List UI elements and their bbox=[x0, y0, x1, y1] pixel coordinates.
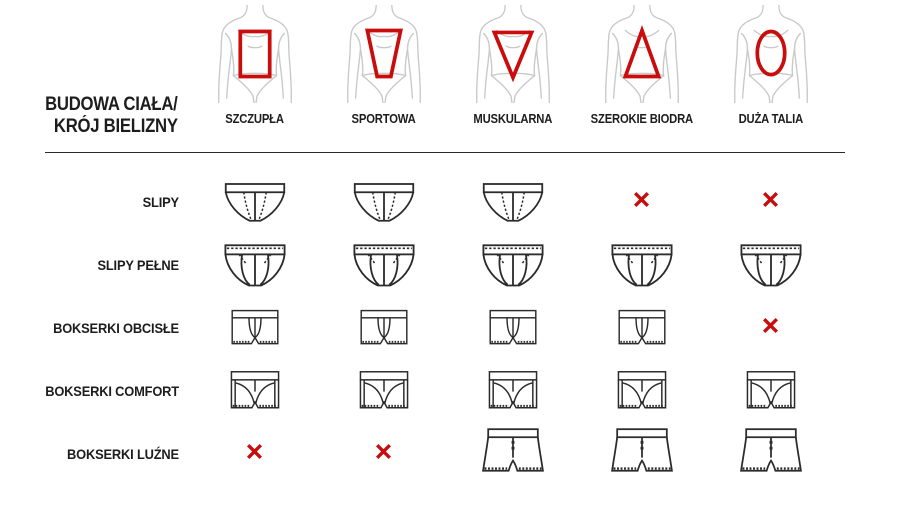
boxer-comfort-icon bbox=[224, 368, 286, 414]
boxer-comfort-icon bbox=[482, 368, 544, 414]
matrix-cell bbox=[706, 233, 835, 296]
matrix-cell bbox=[190, 296, 319, 359]
boxer-loose-icon bbox=[476, 427, 550, 481]
matrix-cell bbox=[448, 170, 577, 233]
matrix-cell bbox=[706, 170, 835, 233]
matrix-cell bbox=[319, 422, 448, 485]
briefs-full-icon bbox=[217, 243, 293, 287]
x-mark-icon bbox=[246, 443, 263, 465]
trunks-icon bbox=[225, 308, 285, 348]
body-figure-rectangle-icon bbox=[206, 5, 304, 103]
x-mark-icon bbox=[762, 317, 779, 339]
briefs-icon bbox=[346, 181, 422, 223]
boxer-comfort-icon bbox=[740, 368, 802, 414]
briefs-icon bbox=[217, 181, 293, 223]
briefs-full-icon bbox=[475, 243, 551, 287]
column-label: SPORTOWA bbox=[351, 112, 416, 126]
x-mark-icon bbox=[762, 191, 779, 213]
header-row bbox=[0, 0, 900, 152]
chart-title bbox=[0, 0, 190, 152]
column-label: DUŻA TALIA bbox=[738, 112, 803, 126]
column-header-3 bbox=[448, 0, 577, 126]
matrix-cell bbox=[577, 170, 706, 233]
matrix-row-2 bbox=[0, 233, 900, 296]
x-mark-icon bbox=[375, 443, 392, 465]
briefs-icon bbox=[475, 181, 551, 223]
matrix-cell bbox=[706, 422, 835, 485]
column-header-4 bbox=[577, 0, 706, 126]
column-label: SZCZUPŁA bbox=[225, 112, 284, 126]
column-header-1 bbox=[190, 0, 319, 126]
briefs-full-icon bbox=[346, 243, 422, 287]
matrix-cell bbox=[319, 170, 448, 233]
column-header-2 bbox=[319, 0, 448, 126]
x-mark-icon bbox=[633, 191, 650, 213]
body-figure-triangle-down-icon bbox=[464, 5, 562, 103]
trunks-icon bbox=[483, 308, 543, 348]
matrix-cell bbox=[190, 233, 319, 296]
briefs-full-icon bbox=[733, 243, 809, 287]
column-header-5 bbox=[706, 0, 835, 126]
body-figure-ellipse-icon bbox=[722, 5, 820, 103]
matrix-cell bbox=[706, 296, 835, 359]
row-label: BOKSERKI COMFORT bbox=[45, 382, 179, 399]
matrix-body bbox=[0, 153, 900, 485]
title-line-1: BUDOWA CIAŁA/ bbox=[45, 94, 178, 115]
column-label: SZEROKIE BIODRA bbox=[590, 112, 693, 126]
row-label: BOKSERKI LUŹNE bbox=[67, 445, 179, 462]
matrix-cell bbox=[577, 359, 706, 422]
matrix-cell bbox=[448, 233, 577, 296]
matrix-cell bbox=[448, 296, 577, 359]
matrix-cell bbox=[319, 233, 448, 296]
matrix-cell bbox=[190, 170, 319, 233]
trunks-icon bbox=[612, 308, 672, 348]
matrix-cell bbox=[319, 296, 448, 359]
matrix-cell bbox=[577, 296, 706, 359]
matrix-row-4 bbox=[0, 359, 900, 422]
row-label: SLIPY bbox=[142, 193, 179, 210]
title-line-2: KRÓJ BIELIZNY bbox=[54, 116, 178, 137]
matrix-cell bbox=[577, 422, 706, 485]
briefs-full-icon bbox=[604, 243, 680, 287]
body-figure-trapezoid-icon bbox=[335, 5, 433, 103]
matrix-cell bbox=[577, 233, 706, 296]
matrix-cell bbox=[190, 422, 319, 485]
matrix-cell bbox=[319, 359, 448, 422]
row-label: BOKSERKI OBCISŁE bbox=[53, 319, 179, 336]
column-label: MUSKULARNA bbox=[473, 112, 552, 126]
row-label: SLIPY PEŁNE bbox=[97, 256, 179, 273]
boxer-loose-icon bbox=[605, 427, 679, 481]
boxer-loose-icon bbox=[734, 427, 808, 481]
matrix-row-1 bbox=[0, 170, 900, 233]
matrix-row-5 bbox=[0, 422, 900, 485]
matrix-cell bbox=[190, 359, 319, 422]
matrix-cell bbox=[448, 359, 577, 422]
matrix-cell bbox=[706, 359, 835, 422]
body-figure-triangle-up-icon bbox=[593, 5, 691, 103]
boxer-comfort-icon bbox=[353, 368, 415, 414]
matrix-row-3 bbox=[0, 296, 900, 359]
trunks-icon bbox=[354, 308, 414, 348]
matrix-cell bbox=[448, 422, 577, 485]
boxer-comfort-icon bbox=[611, 368, 673, 414]
